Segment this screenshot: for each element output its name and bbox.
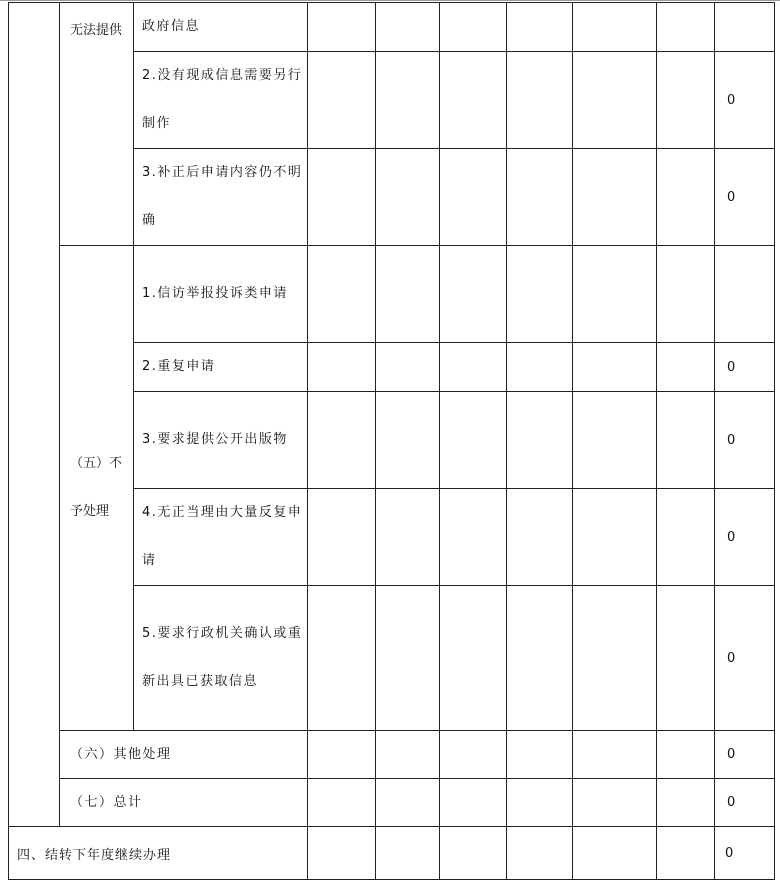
empty-cell — [573, 52, 657, 149]
empty-cell — [573, 827, 657, 880]
empty-cell — [573, 343, 657, 392]
value-cell: 0 — [715, 731, 775, 779]
empty-cell — [440, 779, 507, 827]
empty-cell — [507, 246, 573, 343]
empty-cell — [507, 827, 573, 880]
empty-cell — [308, 246, 376, 343]
empty-cell — [507, 586, 573, 731]
disclosure-statistics-table — [8, 2, 775, 880]
empty-cell — [440, 246, 507, 343]
value-cell: 0 — [715, 586, 775, 731]
empty-cell — [657, 731, 715, 779]
empty-cell — [308, 52, 376, 149]
empty-cell — [657, 586, 715, 731]
empty-cell — [376, 731, 440, 779]
empty-cell — [440, 392, 507, 489]
item-label: 4.无正当理由大量反复申请 — [134, 489, 308, 586]
empty-cell — [507, 489, 573, 586]
empty-cell — [507, 779, 573, 827]
empty-cell — [657, 149, 715, 246]
empty-cell — [376, 827, 440, 880]
empty-cell — [376, 343, 440, 392]
empty-cell — [573, 489, 657, 586]
category-not-processed — [60, 246, 134, 731]
empty-cell — [376, 586, 440, 731]
item-label: 2.重复申请 — [134, 343, 308, 392]
item-label: 2.没有现成信息需要另行制作 — [134, 52, 308, 149]
empty-cell — [376, 779, 440, 827]
empty-cell — [376, 489, 440, 586]
empty-cell — [376, 149, 440, 246]
total-label: （七）总计 — [60, 779, 308, 827]
empty-cell — [308, 827, 376, 880]
empty-cell — [440, 52, 507, 149]
empty-cell — [308, 3, 376, 52]
empty-cell — [657, 3, 715, 52]
empty-cell — [507, 392, 573, 489]
empty-cell — [440, 586, 507, 731]
value-cell: 0 — [715, 489, 775, 586]
empty-cell — [573, 731, 657, 779]
value-cell: 0 — [715, 392, 775, 489]
empty-cell — [573, 149, 657, 246]
item-label: 5.要求行政机关确认或重新出具已获取信息 — [134, 586, 308, 731]
empty-cell — [507, 149, 573, 246]
outer-indent-cell — [9, 3, 60, 827]
other-handling-label: （六）其他处理 — [60, 731, 308, 779]
empty-cell — [507, 3, 573, 52]
empty-cell — [308, 149, 376, 246]
empty-cell — [573, 246, 657, 343]
item-label: 1.信访举报投诉类申请 — [134, 246, 308, 343]
table-row — [9, 3, 775, 52]
table-row — [9, 731, 775, 779]
empty-cell — [657, 392, 715, 489]
category-unable-provide — [60, 3, 134, 246]
empty-cell — [440, 731, 507, 779]
category-label: 无法提供 — [70, 23, 123, 38]
table-row — [9, 246, 775, 343]
empty-cell — [657, 343, 715, 392]
empty-cell — [657, 52, 715, 149]
empty-cell — [308, 586, 376, 731]
empty-cell — [507, 731, 573, 779]
empty-cell — [440, 343, 507, 392]
value-cell — [715, 3, 775, 52]
empty-cell — [440, 827, 507, 880]
empty-cell — [573, 586, 657, 731]
empty-cell — [657, 246, 715, 343]
empty-cell — [308, 731, 376, 779]
item-label: 政府信息 — [134, 3, 308, 52]
table-row — [9, 779, 775, 827]
item-label: 3.补正后申请内容仍不明确 — [134, 149, 308, 246]
empty-cell — [657, 489, 715, 586]
empty-cell — [573, 3, 657, 52]
item-label: 3.要求提供公开出版物 — [134, 392, 308, 489]
empty-cell — [308, 489, 376, 586]
value-cell: 0 — [715, 343, 775, 392]
category-label: （五）不予处理 — [70, 456, 123, 519]
empty-cell — [308, 343, 376, 392]
empty-cell — [376, 246, 440, 343]
value-cell: 0 — [715, 779, 775, 827]
empty-cell — [507, 52, 573, 149]
empty-cell — [376, 392, 440, 489]
empty-cell — [376, 52, 440, 149]
empty-cell — [440, 489, 507, 586]
empty-cell — [308, 392, 376, 489]
empty-cell — [657, 779, 715, 827]
empty-cell — [440, 149, 507, 246]
empty-cell — [573, 779, 657, 827]
value-cell: 0 — [715, 149, 775, 246]
value-cell — [715, 246, 775, 343]
carry-over-label: 四、结转下年度继续办理 — [9, 827, 308, 880]
empty-cell — [440, 3, 507, 52]
empty-cell — [507, 343, 573, 392]
empty-cell — [376, 3, 440, 52]
empty-cell — [308, 779, 376, 827]
table-row — [9, 827, 775, 880]
value-cell: 0 — [715, 52, 775, 149]
empty-cell — [657, 827, 715, 880]
value-cell: 0 — [715, 827, 775, 880]
empty-cell — [573, 392, 657, 489]
